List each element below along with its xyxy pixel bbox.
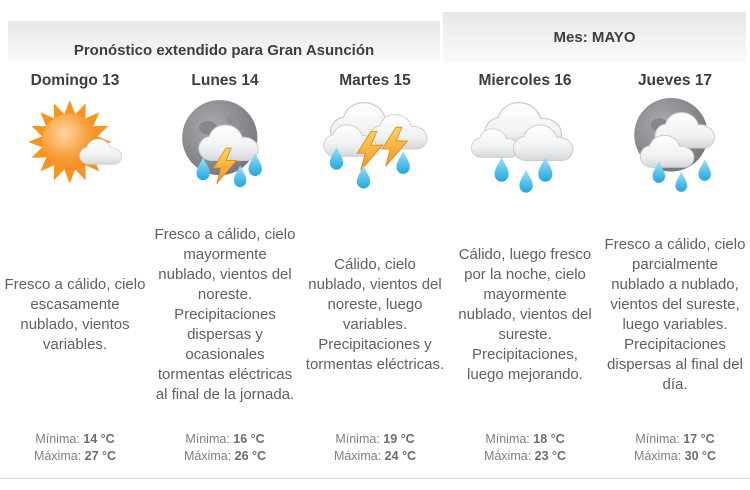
clouds-rain-icon: [466, 94, 584, 198]
sun-with-cloud-icon: [16, 94, 134, 198]
min-temp-line: Mínima: 16 °C: [185, 432, 265, 446]
day-title: Domingo 13: [30, 72, 120, 89]
day-column-jueves: [600, 70, 750, 476]
max-temp-line: Máxima: 26 °C: [183, 449, 267, 463]
day-column-miercoles: [450, 70, 600, 476]
max-temp-value: 26 °C: [234, 449, 267, 463]
min-temp-value: 17 °C: [683, 432, 715, 446]
min-temp-value: 14 °C: [83, 432, 115, 446]
max-temp-line: Máxima: 24 °C: [333, 449, 417, 463]
day-column-martes: [300, 70, 450, 476]
min-temp-line: Mínima: 17 °C: [635, 432, 715, 446]
day-description: Fresco a cálido, cielo escasamente nublado, vientos variables.: [4, 275, 146, 353]
day-column-domingo: [0, 70, 150, 476]
month-bar: [443, 12, 746, 63]
day-description: Cálido, cielo nublado, vientos del noreste, luego variables. Precipitaciones y tormentas eléctricas.: [305, 255, 445, 373]
moon-clouds-rain-icon: [616, 94, 734, 198]
day-title: Lunes 14: [191, 72, 259, 89]
day-description: Fresco a cálido, cielo parcialmente nublado a nublado, vientos del sureste, luego variables. Precipitaciones dispersas al final del día.: [604, 235, 746, 393]
bottom-divider: [0, 478, 750, 479]
min-temp-value: 16 °C: [233, 432, 265, 446]
max-temp-line: Máxima: 30 °C: [633, 449, 717, 463]
max-temp-value: 27 °C: [84, 449, 117, 463]
max-temp-value: 23 °C: [534, 449, 567, 463]
min-temp-value: 18 °C: [533, 432, 565, 446]
forecast-columns: [0, 70, 750, 476]
max-temp-value: 30 °C: [684, 449, 717, 463]
temperature-block: [484, 431, 566, 467]
day-description: Fresco a cálido, cielo mayormente nublado, vientos del noreste. Precipitaciones dispersas y ocasionales tormentas eléctricas al final de la jornada.: [154, 225, 296, 403]
max-temp-line: Máxima: 23 °C: [483, 449, 567, 463]
day-title: Martes 15: [339, 72, 411, 89]
day-title: Jueves 17: [637, 72, 713, 89]
min-temp-value: 19 °C: [383, 432, 415, 446]
forecast-title-bar: [8, 21, 440, 63]
moon-cloud-lightning-rain-icon: [166, 94, 284, 198]
temperature-block: [334, 431, 416, 467]
temperature-block: [34, 431, 116, 467]
max-temp-value: 24 °C: [384, 449, 417, 463]
max-temp-line: Máxima: 27 °C: [33, 449, 117, 463]
temperature-block: [184, 431, 266, 467]
forecast-title: Pronóstico extendido para Gran Asunción: [73, 42, 375, 59]
day-title: Miercoles 16: [478, 72, 572, 89]
min-temp-line: Mínima: 18 °C: [485, 432, 565, 446]
temperature-block: [634, 431, 716, 467]
min-temp-line: Mínima: 14 °C: [35, 432, 115, 446]
month-label: Mes: MAYO: [553, 29, 636, 46]
clouds-lightning-rain-icon: [316, 94, 434, 198]
day-column-lunes: [150, 70, 300, 476]
day-description: Cálido, luego fresco por la noche, cielo mayormente nublado, vientos del sureste. Precipitaciones, luego mejorando.: [458, 245, 592, 383]
min-temp-line: Mínima: 19 °C: [335, 432, 415, 446]
